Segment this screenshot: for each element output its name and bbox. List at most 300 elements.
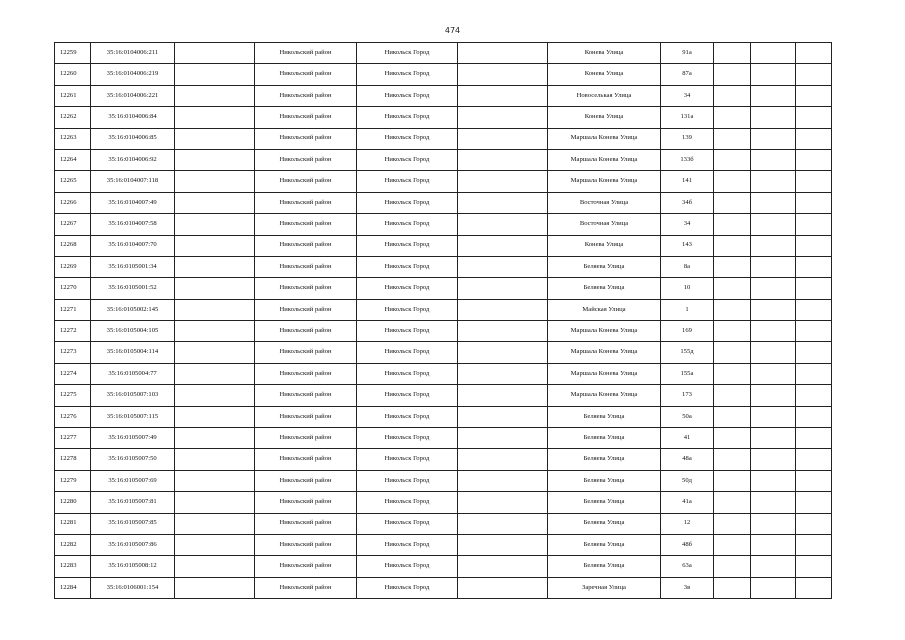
row-number-cell: 12273 [55,342,91,363]
empty-cell-cell [175,214,255,235]
house-number-cell: 41 [661,428,714,449]
empty-cell-cell [714,192,751,213]
empty-cell-cell [714,256,751,277]
empty-cell-cell [458,299,548,320]
cadastral-number-cell: 35:16:0104007:49 [91,192,175,213]
district-cell: Никольский район [255,171,357,192]
street-cell: Конева Улица [548,107,661,128]
district-cell: Никольский район [255,385,357,406]
empty-cell-cell [175,342,255,363]
house-number-cell: 34б [661,192,714,213]
empty-cell-cell [751,214,796,235]
empty-cell-cell [175,385,255,406]
house-number-cell: 48б [661,534,714,555]
empty-cell-cell [796,556,832,577]
locality-cell: Никольск Город [357,492,458,513]
locality-cell: Никольск Город [357,107,458,128]
street-cell: Маршала Конева Улица [548,385,661,406]
table-row [55,342,832,363]
row-number-cell: 12266 [55,192,91,213]
street-cell: Беляева Улица [548,449,661,470]
empty-cell-cell [458,470,548,491]
house-number-cell: 91а [661,43,714,64]
cadastral-number-cell: 35:16:0104007:58 [91,214,175,235]
table-row [55,278,832,299]
street-cell: Беляева Улица [548,513,661,534]
empty-cell-cell [796,64,832,85]
empty-cell-cell [175,534,255,555]
empty-cell-cell [796,128,832,149]
table-row [55,256,832,277]
row-number-cell: 12280 [55,492,91,513]
empty-cell-cell [458,513,548,534]
row-number-cell: 12270 [55,278,91,299]
house-number-cell: 10 [661,278,714,299]
house-number-cell: 87а [661,64,714,85]
row-number-cell: 12276 [55,406,91,427]
empty-cell-cell [458,192,548,213]
row-number-cell: 12279 [55,470,91,491]
cadastral-number-cell: 35:16:0104007:118 [91,171,175,192]
house-number-cell: 173 [661,385,714,406]
empty-cell-cell [458,235,548,256]
empty-cell-cell [796,299,832,320]
empty-cell-cell [796,235,832,256]
empty-cell-cell [175,235,255,256]
empty-cell-cell [714,492,751,513]
row-number-cell: 12268 [55,235,91,256]
row-number-cell: 12274 [55,363,91,384]
locality-cell: Никольск Город [357,299,458,320]
empty-cell-cell [458,107,548,128]
empty-cell-cell [175,64,255,85]
row-number-cell: 12267 [55,214,91,235]
cadastral-number-cell: 35:16:0105007:50 [91,449,175,470]
empty-cell-cell [458,43,548,64]
table-row [55,556,832,577]
empty-cell-cell [796,107,832,128]
empty-cell-cell [751,342,796,363]
cadastral-number-cell: 35:16:0105001:52 [91,278,175,299]
cadastral-number-cell: 35:16:0105001:34 [91,256,175,277]
empty-cell-cell [458,534,548,555]
street-cell: Беляева Улица [548,534,661,555]
empty-cell-cell [714,406,751,427]
locality-cell: Никольск Город [357,235,458,256]
empty-cell-cell [751,534,796,555]
row-number-cell: 12284 [55,577,91,598]
cadastral-number-cell: 35:16:0104007:70 [91,235,175,256]
empty-cell-cell [458,171,548,192]
empty-cell-cell [175,43,255,64]
empty-cell-cell [175,321,255,342]
street-cell: Беляева Улица [548,556,661,577]
district-cell: Никольский район [255,214,357,235]
empty-cell-cell [751,406,796,427]
table-row [55,149,832,170]
empty-cell-cell [751,171,796,192]
table-row [55,406,832,427]
empty-cell-cell [458,556,548,577]
empty-cell-cell [796,43,832,64]
empty-cell-cell [458,577,548,598]
cadastral-number-cell: 35:16:0105007:103 [91,385,175,406]
street-cell: Маршала Конева Улица [548,363,661,384]
cadastral-number-cell: 35:16:0105007:86 [91,534,175,555]
table-row [55,235,832,256]
empty-cell-cell [751,449,796,470]
house-number-cell: 133б [661,149,714,170]
locality-cell: Никольск Город [357,321,458,342]
locality-cell: Никольск Город [357,192,458,213]
house-number-cell: 3в [661,577,714,598]
empty-cell-cell [458,492,548,513]
empty-cell-cell [714,128,751,149]
empty-cell-cell [796,214,832,235]
page-number: 474 [444,26,461,35]
street-cell: Беляева Улица [548,256,661,277]
cadastral-number-cell: 35:16:0105007:85 [91,513,175,534]
table-row [55,363,832,384]
locality-cell: Никольск Город [357,256,458,277]
cadastral-number-cell: 35:16:0106001:154 [91,577,175,598]
empty-cell-cell [175,556,255,577]
house-number-cell: 155д [661,342,714,363]
district-cell: Никольский район [255,534,357,555]
empty-cell-cell [796,192,832,213]
cadastral-number-cell: 35:16:0105002:145 [91,299,175,320]
table-row [55,534,832,555]
district-cell: Никольский район [255,577,357,598]
empty-cell-cell [751,85,796,106]
empty-cell-cell [796,513,832,534]
empty-cell-cell [175,149,255,170]
cadastral-number-cell: 35:16:0104006:84 [91,107,175,128]
district-cell: Никольский район [255,149,357,170]
table-row [55,321,832,342]
locality-cell: Никольск Город [357,278,458,299]
house-number-cell: 143 [661,235,714,256]
empty-cell-cell [714,385,751,406]
table-row [55,513,832,534]
empty-cell-cell [751,428,796,449]
cadastral-number-cell: 35:16:0105008:12 [91,556,175,577]
district-cell: Никольский район [255,192,357,213]
cadastral-number-cell: 35:16:0104006:219 [91,64,175,85]
locality-cell: Никольск Город [357,149,458,170]
district-cell: Никольский район [255,428,357,449]
empty-cell-cell [714,171,751,192]
house-number-cell: 139 [661,128,714,149]
empty-cell-cell [714,214,751,235]
cadastral-number-cell: 35:16:0105007:81 [91,492,175,513]
district-cell: Никольский район [255,256,357,277]
empty-cell-cell [751,363,796,384]
house-number-cell: 34 [661,85,714,106]
empty-cell-cell [458,128,548,149]
empty-cell-cell [714,449,751,470]
empty-cell-cell [458,85,548,106]
empty-cell-cell [751,192,796,213]
empty-cell-cell [751,43,796,64]
street-cell: Маршала Конева Улица [548,321,661,342]
empty-cell-cell [751,256,796,277]
district-cell: Никольский район [255,342,357,363]
empty-cell-cell [458,428,548,449]
empty-cell-cell [458,385,548,406]
table-row [55,470,832,491]
house-number-cell: 8а [661,256,714,277]
locality-cell: Никольск Город [357,43,458,64]
empty-cell-cell [175,256,255,277]
empty-cell-cell [796,85,832,106]
house-number-cell: 169 [661,321,714,342]
empty-cell-cell [714,278,751,299]
empty-cell-cell [796,256,832,277]
house-number-cell: 41а [661,492,714,513]
table-row [55,128,832,149]
table-row [55,385,832,406]
street-cell: Беляева Улица [548,278,661,299]
empty-cell-cell [714,556,751,577]
empty-cell-cell [175,85,255,106]
empty-cell-cell [796,278,832,299]
table-row [55,64,832,85]
house-number-cell: 34 [661,214,714,235]
empty-cell-cell [796,385,832,406]
empty-cell-cell [175,363,255,384]
locality-cell: Никольск Город [357,128,458,149]
row-number-cell: 12283 [55,556,91,577]
table-row [55,85,832,106]
empty-cell-cell [796,534,832,555]
empty-cell-cell [714,149,751,170]
table-row [55,107,832,128]
empty-cell-cell [796,171,832,192]
district-cell: Никольский район [255,64,357,85]
empty-cell-cell [175,192,255,213]
district-cell: Никольский район [255,107,357,128]
house-number-cell: 155а [661,363,714,384]
locality-cell: Никольск Город [357,64,458,85]
empty-cell-cell [714,299,751,320]
empty-cell-cell [175,492,255,513]
cadastral-number-cell: 35:16:0104006:85 [91,128,175,149]
empty-cell-cell [714,107,751,128]
empty-cell-cell [751,278,796,299]
district-cell: Никольский район [255,492,357,513]
empty-cell-cell [175,128,255,149]
street-cell: Конева Улица [548,64,661,85]
empty-cell-cell [175,449,255,470]
locality-cell: Никольск Город [357,428,458,449]
empty-cell-cell [458,449,548,470]
locality-cell: Никольск Город [357,85,458,106]
empty-cell-cell [175,513,255,534]
empty-cell-cell [458,278,548,299]
street-cell: Маршала Конева Улица [548,128,661,149]
empty-cell-cell [796,428,832,449]
locality-cell: Никольск Город [357,577,458,598]
district-cell: Никольский район [255,449,357,470]
street-cell: Конева Улица [548,43,661,64]
empty-cell-cell [751,321,796,342]
house-number-cell: 141 [661,171,714,192]
cadastral-number-cell: 35:16:0104006:211 [91,43,175,64]
district-cell: Никольский район [255,299,357,320]
empty-cell-cell [714,470,751,491]
empty-cell-cell [796,449,832,470]
empty-cell-cell [751,235,796,256]
empty-cell-cell [714,428,751,449]
house-number-cell: 131а [661,107,714,128]
empty-cell-cell [714,64,751,85]
district-cell: Никольский район [255,470,357,491]
row-number-cell: 12264 [55,149,91,170]
empty-cell-cell [458,149,548,170]
empty-cell-cell [714,342,751,363]
cadastral-number-cell: 35:16:0105007:115 [91,406,175,427]
table-row [55,299,832,320]
table-row [55,492,832,513]
table-row [55,428,832,449]
district-cell: Никольский район [255,128,357,149]
row-number-cell: 12262 [55,107,91,128]
street-cell: Маршала Конева Улица [548,342,661,363]
district-cell: Никольский район [255,513,357,534]
empty-cell-cell [796,149,832,170]
street-cell: Беляева Улица [548,428,661,449]
house-number-cell: 48а [661,449,714,470]
empty-cell-cell [714,235,751,256]
locality-cell: Никольск Город [357,342,458,363]
district-cell: Никольский район [255,235,357,256]
empty-cell-cell [175,171,255,192]
empty-cell-cell [458,214,548,235]
empty-cell-cell [751,385,796,406]
row-number-cell: 12272 [55,321,91,342]
street-cell: Маршала Конева Улица [548,171,661,192]
empty-cell-cell [714,85,751,106]
registry-table [54,42,832,599]
empty-cell-cell [175,428,255,449]
row-number-cell: 12259 [55,43,91,64]
table-row [55,214,832,235]
empty-cell-cell [458,406,548,427]
empty-cell-cell [796,492,832,513]
row-number-cell: 12282 [55,534,91,555]
empty-cell-cell [751,556,796,577]
empty-cell-cell [751,299,796,320]
house-number-cell: 12 [661,513,714,534]
empty-cell-cell [175,278,255,299]
locality-cell: Никольск Город [357,385,458,406]
district-cell: Никольский район [255,321,357,342]
locality-cell: Никольск Город [357,171,458,192]
locality-cell: Никольск Город [357,214,458,235]
district-cell: Никольский район [255,43,357,64]
empty-cell-cell [175,470,255,491]
district-cell: Никольский район [255,278,357,299]
district-cell: Никольский район [255,85,357,106]
street-cell: Новоселькая Улица [548,85,661,106]
house-number-cell: 63а [661,556,714,577]
row-number-cell: 12277 [55,428,91,449]
locality-cell: Никольск Город [357,470,458,491]
row-number-cell: 12261 [55,85,91,106]
empty-cell-cell [796,470,832,491]
row-number-cell: 12263 [55,128,91,149]
empty-cell-cell [458,363,548,384]
empty-cell-cell [458,342,548,363]
street-cell: Маршала Конева Улица [548,149,661,170]
street-cell: Заречная Улица [548,577,661,598]
empty-cell-cell [751,470,796,491]
locality-cell: Никольск Город [357,363,458,384]
cadastral-number-cell: 35:16:0105004:114 [91,342,175,363]
house-number-cell: 1 [661,299,714,320]
row-number-cell: 12271 [55,299,91,320]
empty-cell-cell [714,534,751,555]
empty-cell-cell [714,513,751,534]
cadastral-number-cell: 35:16:0105004:105 [91,321,175,342]
empty-cell-cell [714,321,751,342]
empty-cell-cell [458,321,548,342]
district-cell: Никольский район [255,406,357,427]
locality-cell: Никольск Город [357,513,458,534]
street-cell: Восточная Улица [548,192,661,213]
row-number-cell: 12265 [55,171,91,192]
empty-cell-cell [714,577,751,598]
row-number-cell: 12260 [55,64,91,85]
house-number-cell: 50а [661,406,714,427]
district-cell: Никольский район [255,556,357,577]
locality-cell: Никольск Город [357,406,458,427]
locality-cell: Никольск Город [357,449,458,470]
empty-cell-cell [175,299,255,320]
locality-cell: Никольск Город [357,534,458,555]
district-cell: Никольский район [255,363,357,384]
cadastral-number-cell: 35:16:0105007:69 [91,470,175,491]
empty-cell-cell [714,43,751,64]
row-number-cell: 12278 [55,449,91,470]
cadastral-number-cell: 35:16:0104006:221 [91,85,175,106]
empty-cell-cell [175,107,255,128]
locality-cell: Никольск Город [357,556,458,577]
empty-cell-cell [714,363,751,384]
registry-body [55,43,832,599]
empty-cell-cell [796,577,832,598]
street-cell: Беляева Улица [548,406,661,427]
cadastral-number-cell: 35:16:0105007:49 [91,428,175,449]
empty-cell-cell [751,492,796,513]
street-cell: Восточная Улица [548,214,661,235]
empty-cell-cell [751,64,796,85]
street-cell: Беляева Улица [548,492,661,513]
table-row [55,449,832,470]
row-number-cell: 12269 [55,256,91,277]
row-number-cell: 12281 [55,513,91,534]
street-cell: Майская Улица [548,299,661,320]
empty-cell-cell [796,363,832,384]
table-row [55,43,832,64]
cadastral-number-cell: 35:16:0105004:77 [91,363,175,384]
cadastral-number-cell: 35:16:0104006:92 [91,149,175,170]
empty-cell-cell [751,577,796,598]
empty-cell-cell [175,577,255,598]
table-row [55,192,832,213]
table-row [55,577,832,598]
